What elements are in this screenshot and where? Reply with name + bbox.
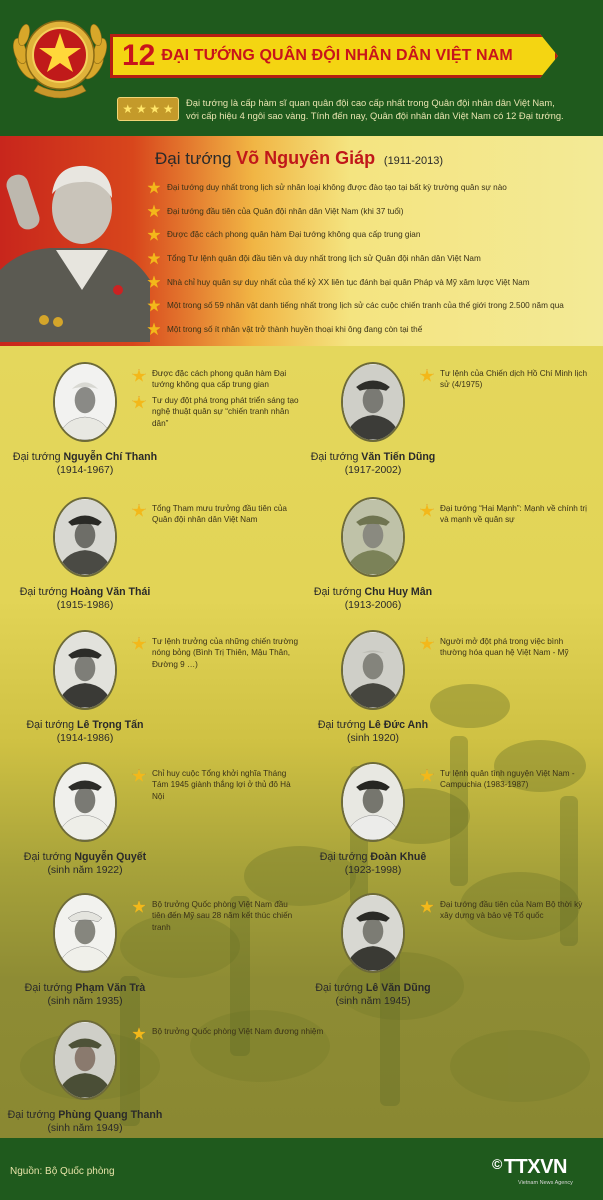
desc-text: Tổng Tham mưu trưởng đầu tiên của Quân đội nhân dân Việt Nam xyxy=(152,504,287,525)
page-title xyxy=(122,34,513,78)
general-card xyxy=(292,893,592,1023)
star-bullet-icon xyxy=(147,252,161,266)
general-card xyxy=(292,497,592,627)
general-card xyxy=(4,497,304,627)
fact-text: Một trong số ít nhân vật trở thành huyền thoại khi ông đang còn tại thế xyxy=(167,324,423,334)
general-years: (1923-1998) xyxy=(344,865,402,876)
general-portrait xyxy=(53,497,117,577)
fact-text: Đại tướng duy nhất trong lịch sử nhân loại không được đào tạo tại bất kỳ trường quân sự nào xyxy=(167,183,507,193)
general-description xyxy=(420,636,590,663)
general-years: (1914-1986) xyxy=(56,733,114,744)
general-card xyxy=(4,893,304,1023)
featured-years: (1911-2013) xyxy=(383,155,444,167)
fact-text: Tổng Tư lệnh quân đội đầu tiên và duy nhất trong lịch sử Quân đội nhân dân Việt Nam xyxy=(167,254,481,264)
featured-rank: Đại tướng xyxy=(155,149,232,168)
general-name xyxy=(292,981,454,995)
general-rank: Đại tướng xyxy=(12,451,61,463)
general-years: (1914-1967) xyxy=(56,465,114,476)
general-name xyxy=(4,718,166,732)
general-rank: Đại tướng xyxy=(313,586,362,598)
fact-item xyxy=(147,176,599,200)
fact-text: Một trong số 59 nhân vật danh tiếng nhất trong lịch sử các cuộc chiến tranh của thế giới trong 2.500 năm qua xyxy=(167,301,564,311)
four-star-insignia-icon xyxy=(117,97,179,121)
general-card xyxy=(4,362,304,492)
general-rank: Đại tướng xyxy=(19,586,68,598)
general-name xyxy=(4,450,166,464)
title-number: 12 xyxy=(122,39,156,72)
desc-row xyxy=(132,899,302,933)
general-name-bold: Hoàng Văn Thái xyxy=(70,586,151,598)
fact-item xyxy=(147,318,599,342)
general-portrait xyxy=(341,762,405,842)
portrait-image xyxy=(343,499,403,575)
portrait-image xyxy=(55,764,115,840)
desc-text: Tư lệnh quân tình nguyện Việt Nam - Campuchia (1983-1987) xyxy=(440,769,575,790)
intro-line: Đại tướng là cấp hàm sĩ quan quân đội cao cấp nhất trong Quân đội nhân dân Việt Nam, xyxy=(186,97,555,108)
general-name xyxy=(4,981,166,995)
fact-item xyxy=(147,200,599,224)
general-name-bold: Phùng Quang Thanh xyxy=(58,1109,163,1121)
general-rank: Đại tướng xyxy=(24,982,73,994)
portrait-image xyxy=(55,895,115,971)
desc-row xyxy=(420,768,590,791)
star-icon: ★ xyxy=(149,102,161,116)
fact-text: Được đặc cách phong quân hàm Đại tướng không qua cấp trung gian xyxy=(167,230,421,240)
general-name xyxy=(4,585,166,599)
portrait-image xyxy=(55,499,115,575)
general-card xyxy=(4,762,304,892)
portrait-image xyxy=(343,895,403,971)
general-rank: Đại tướng xyxy=(315,982,363,994)
portrait-image xyxy=(55,364,115,440)
general-card xyxy=(4,1020,324,1150)
desc-row xyxy=(420,899,590,922)
star-bullet-icon xyxy=(132,504,146,518)
desc-row xyxy=(132,368,302,391)
star-bullet-icon xyxy=(132,1027,146,1041)
general-name xyxy=(292,585,454,599)
general-description xyxy=(132,899,302,937)
general-portrait xyxy=(341,362,405,442)
desc-text: Tư lệnh trưởng của những chiến trường nóng bỏng (Bình Trị Thiên, Mậu Thân, Đường 9 …) xyxy=(152,637,298,669)
ttxvn-logo xyxy=(492,1156,567,1179)
general-name xyxy=(292,718,454,732)
general-rank: Đại tướng xyxy=(319,851,368,863)
desc-text: Tư lệnh của Chiến dịch Hồ Chí Minh lịch sử (4/1975) xyxy=(440,369,588,390)
fact-text: Đại tướng đầu tiên của Quân đội nhân dân Việt Nam (khi 37 tuổi) xyxy=(167,206,404,216)
desc-row xyxy=(132,768,302,802)
general-rank: Đại tướng xyxy=(23,851,72,863)
general-years: (sinh năm 1949) xyxy=(47,1123,123,1134)
general-name xyxy=(292,850,454,864)
general-name-bold: Phạm Văn Trà xyxy=(75,982,146,994)
general-rank: Đại tướng xyxy=(310,451,359,463)
star-bullet-icon xyxy=(420,769,434,783)
desc-text: Bộ trưởng Quốc phòng Việt Nam đầu tiên đến Mỹ sau 28 năm kết thúc chiến tranh xyxy=(152,900,293,932)
fact-item xyxy=(147,247,599,271)
copyright-icon: © xyxy=(492,1156,502,1172)
star-icon: ★ xyxy=(122,102,134,116)
star-bullet-icon xyxy=(147,322,161,336)
general-description xyxy=(420,368,590,395)
general-description xyxy=(420,899,590,926)
star-bullet-icon xyxy=(132,637,146,651)
fact-item xyxy=(147,294,599,318)
general-portrait xyxy=(53,362,117,442)
featured-name: Võ Nguyên Giáp xyxy=(236,148,376,168)
star-bullet-icon xyxy=(420,637,434,651)
general-portrait xyxy=(53,630,117,710)
desc-text: Chỉ huy cuộc Tổng khởi nghĩa Tháng Tám 1945 giành thắng lợi ở thủ đô Hà Nội xyxy=(152,769,291,801)
logo-subtitle: Vietnam News Agency xyxy=(518,1180,573,1186)
general-years: (sinh năm 1945) xyxy=(335,996,411,1007)
star-icon: ★ xyxy=(135,102,147,116)
general-card xyxy=(292,362,592,492)
source-credit: Nguồn: Bộ Quốc phòng xyxy=(10,1166,115,1177)
star-bullet-icon xyxy=(132,769,146,783)
desc-text: Đại tướng đầu tiên của Nam Bộ thời kỳ xây dựng và bảo vệ Tổ quốc xyxy=(440,900,583,921)
star-icon: ★ xyxy=(162,102,174,116)
general-name xyxy=(4,1108,166,1122)
general-years: (sinh 1920) xyxy=(347,733,399,744)
desc-text: Tư duy đột phá trong phát triển sáng tạo nghệ thuật quân sự “chiến tranh nhân dân” xyxy=(152,395,299,428)
desc-row xyxy=(132,395,302,429)
general-description xyxy=(132,1026,324,1045)
fact-item xyxy=(147,223,599,247)
general-years: (sinh năm 1922) xyxy=(47,865,123,876)
general-name-bold: Nguyễn Quyết xyxy=(74,851,147,863)
star-bullet-icon xyxy=(420,369,434,383)
general-name-bold: Lê Văn Dũng xyxy=(365,982,431,994)
general-years: (sinh năm 1935) xyxy=(47,996,123,1007)
featured-facts-list xyxy=(147,176,599,341)
general-description xyxy=(132,768,302,806)
general-name xyxy=(4,850,166,864)
general-portrait xyxy=(53,893,117,973)
general-name-bold: Lê Đức Anh xyxy=(368,719,429,731)
general-rank: Đại tướng xyxy=(317,719,366,731)
desc-row xyxy=(132,636,302,670)
general-description xyxy=(132,368,302,433)
featured-general-title xyxy=(155,148,443,169)
intro-line: với cấp hiệu 4 ngôi sao vàng. Tính đến nay, Quân đội nhân dân Việt Nam có 12 Đại tướng. xyxy=(186,110,564,121)
general-name-bold: Nguyễn Chí Thanh xyxy=(63,451,158,463)
general-name-bold: Chu Huy Mân xyxy=(364,586,433,598)
general-description xyxy=(420,503,590,530)
vo-nguyen-giap-photo xyxy=(0,150,150,342)
army-emblem-icon xyxy=(8,5,112,109)
star-bullet-icon xyxy=(147,228,161,242)
star-bullet-icon xyxy=(147,299,161,313)
portrait-image xyxy=(343,764,403,840)
desc-text: Được đặc cách phong quân hàm Đại tướng không qua cấp trung gian xyxy=(152,369,287,390)
general-name-bold: Lê Trọng Tấn xyxy=(77,719,144,731)
general-portrait xyxy=(53,762,117,842)
portrait-image xyxy=(343,632,403,708)
star-bullet-icon xyxy=(420,504,434,518)
desc-row xyxy=(420,503,590,526)
fact-item xyxy=(147,270,599,294)
general-years: (1917-2002) xyxy=(344,465,402,476)
star-bullet-icon xyxy=(132,396,146,410)
desc-row xyxy=(420,368,590,391)
portrait-image xyxy=(55,632,115,708)
star-bullet-icon xyxy=(147,181,161,195)
general-portrait xyxy=(341,630,405,710)
star-bullet-icon xyxy=(420,900,434,914)
general-card xyxy=(292,762,592,892)
portrait-image xyxy=(55,1022,115,1098)
general-description xyxy=(420,768,590,795)
desc-text: Đại tướng “Hai Mạnh”: Mạnh về chính trị và mạnh về quân sự xyxy=(440,504,587,525)
desc-row xyxy=(420,636,590,659)
general-portrait xyxy=(341,893,405,973)
logo-text: TTXVN xyxy=(503,1156,567,1178)
desc-row xyxy=(132,1026,324,1041)
desc-row xyxy=(132,503,302,526)
star-bullet-icon xyxy=(132,369,146,383)
star-bullet-icon xyxy=(147,275,161,289)
portrait-image xyxy=(343,364,403,440)
star-bullet-icon xyxy=(132,900,146,914)
general-portrait xyxy=(53,1020,117,1100)
general-years: (1913-2006) xyxy=(344,600,402,611)
general-description xyxy=(132,636,302,674)
general-card xyxy=(4,630,304,760)
general-name-bold: Đoàn Khuê xyxy=(370,851,427,863)
general-card xyxy=(292,630,592,760)
desc-text: Người mở đột phá trong việc bình thường hóa quan hệ Việt Nam - Mỹ xyxy=(440,637,569,658)
general-name-bold: Văn Tiến Dũng xyxy=(361,451,436,463)
general-years: (1915-1986) xyxy=(56,600,114,611)
general-rank: Đại tướng xyxy=(26,719,75,731)
intro-text xyxy=(186,96,598,122)
star-bullet-icon xyxy=(147,204,161,218)
general-rank: Đại tướng xyxy=(7,1109,56,1121)
general-name xyxy=(292,450,454,464)
title-text: ĐẠI TƯỚNG QUÂN ĐỘI NHÂN DÂN VIỆT NAM xyxy=(161,47,513,64)
desc-text: Bộ trưởng Quốc phòng Việt Nam đương nhiệm xyxy=(152,1027,324,1036)
general-description xyxy=(132,503,302,530)
general-portrait xyxy=(341,497,405,577)
fact-text: Nhà chỉ huy quân sự duy nhất của thế kỷ XX liên tục đánh bại quân Pháp và Mỹ xâm lược Việt Nam xyxy=(167,277,530,287)
